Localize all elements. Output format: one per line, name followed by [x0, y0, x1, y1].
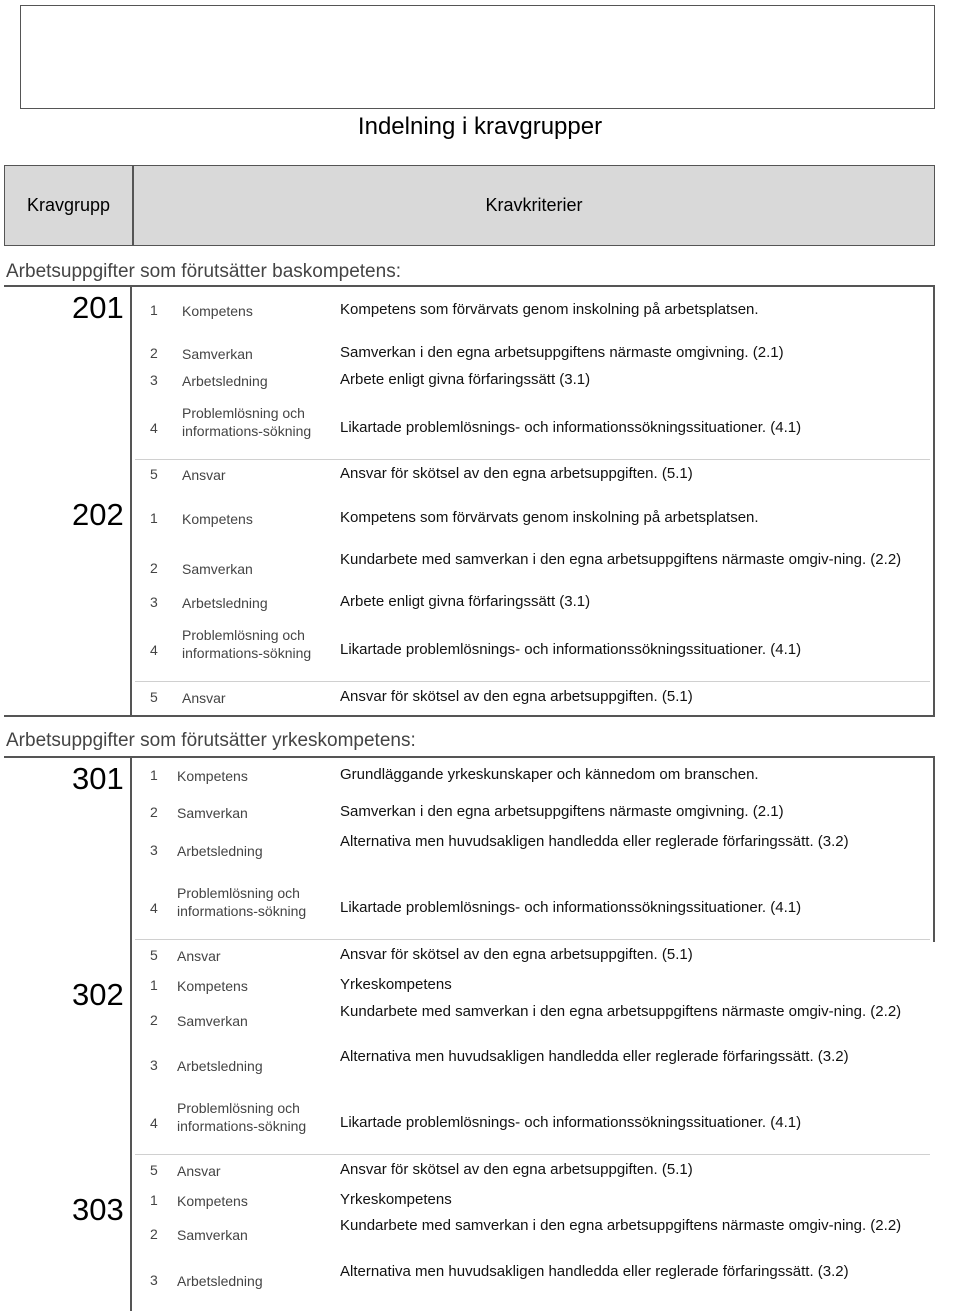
criterion-category: Kompetens [177, 768, 248, 784]
criterion-text: Likartade problemlösnings- och informationssökningssituationer. (4.1) [340, 899, 802, 916]
criterion-category: Ansvar [177, 1163, 221, 1179]
criterion-text: Kompetens som förvärvats genom inskolning på arbetsplatsen. [340, 509, 759, 526]
criterion-category: Problemlösning och informations-sökning [182, 627, 312, 661]
criterion-text: Yrkeskompetens [340, 976, 452, 993]
criterion-number: 3 [150, 1272, 158, 1288]
criterion-text: Ansvar för skötsel av den egna arbetsuppgiften. (5.1) [340, 946, 693, 963]
group-code: 301 [72, 761, 124, 796]
criterion-category: Ansvar [177, 948, 221, 964]
criterion-number: 5 [150, 689, 158, 705]
criterion-category: Samverkan [177, 805, 248, 821]
criterion-number: 4 [150, 1115, 158, 1131]
row-separator [135, 459, 930, 460]
criterion-number: 4 [150, 420, 158, 436]
criterion-category: Arbetsledning [182, 373, 268, 389]
criterion-number: 2 [150, 345, 158, 361]
criterion-text: Kundarbete med samverkan i den egna arbetsuppgiftens närmaste omgiv-ning. (2.2) [340, 551, 902, 568]
header-box [20, 5, 935, 109]
row-separator [135, 1154, 930, 1155]
criterion-number: 3 [150, 842, 158, 858]
criterion-text: Likartade problemlösnings- och informationssökningssituationer. (4.1) [340, 1114, 802, 1131]
criterion-text: Kompetens som förvärvats genom inskolning på arbetsplatsen. [340, 301, 759, 318]
row-separator [135, 681, 930, 682]
criterion-category: Kompetens [182, 303, 253, 319]
criterion-number: 2 [150, 560, 158, 576]
criterion-category: Samverkan [182, 561, 253, 577]
criterion-category: Arbetsledning [177, 843, 263, 859]
criterion-text: Alternativa men huvudsakligen handledda eller reglerade förfaringssätt. (3.2) [340, 1048, 849, 1065]
section-heading-yrkes: Arbetsuppgifter som förutsätter yrkeskompetens: [6, 730, 416, 751]
criterion-category: Samverkan [177, 1013, 248, 1029]
criterion-text: Likartade problemlösnings- och informationssökningssituationer. (4.1) [340, 641, 802, 658]
group-code: 202 [72, 497, 124, 532]
criterion-category: Arbetsledning [177, 1058, 263, 1074]
group-code: 303 [72, 1192, 124, 1227]
criterion-number: 2 [150, 1012, 158, 1028]
criterion-category: Kompetens [177, 978, 248, 994]
section-heading-bas: Arbetsuppgifter som förutsätter baskompetens: [6, 261, 401, 282]
row-separator [135, 939, 930, 940]
criterion-number: 1 [150, 767, 158, 783]
criterion-text: Yrkeskompetens [340, 1191, 452, 1208]
criterion-category: Ansvar [182, 690, 226, 706]
group-code: 302 [72, 977, 124, 1012]
criterion-text: Alternativa men huvudsakligen handledda eller reglerade förfaringssätt. (3.2) [340, 1263, 849, 1280]
criterion-category: Arbetsledning [177, 1273, 263, 1289]
criterion-number: 1 [150, 1192, 158, 1208]
criterion-text: Kundarbete med samverkan i den egna arbetsuppgiftens närmaste omgiv-ning. (2.2) [340, 1217, 902, 1234]
group-divider-yrkes [130, 756, 132, 1311]
criterion-number: 5 [150, 466, 158, 482]
criterion-number: 4 [150, 642, 158, 658]
criterion-category: Kompetens [177, 1193, 248, 1209]
criterion-number: 3 [150, 1057, 158, 1073]
criterion-number: 4 [150, 900, 158, 916]
group-divider-bas [130, 285, 132, 715]
criterion-text: Arbete enligt givna förfaringssätt (3.1) [340, 371, 591, 388]
criterion-number: 1 [150, 510, 158, 526]
criterion-number: 3 [150, 372, 158, 388]
criterion-text: Ansvar för skötsel av den egna arbetsuppgiften. (5.1) [340, 1161, 693, 1178]
header-kravkriterier: Kravkriterier [485, 195, 583, 215]
criterion-text: Alternativa men huvudsakligen handledda eller reglerade förfaringssätt. (3.2) [340, 833, 849, 850]
section-frame-yrkes-top [4, 756, 935, 758]
group-code: 201 [72, 290, 124, 325]
criterion-text: Ansvar för skötsel av den egna arbetsuppgiften. (5.1) [340, 688, 693, 705]
criterion-number: 3 [150, 594, 158, 610]
criterion-category: Problemlösning och informations-sökning [182, 405, 312, 439]
criterion-category: Problemlösning och informations-sökning [177, 885, 307, 919]
criterion-category: Problemlösning och informations-sökning [177, 1100, 307, 1134]
criterion-text: Samverkan i den egna arbetsuppgiftens närmaste omgivning. (2.1) [340, 803, 784, 820]
criterion-number: 5 [150, 947, 158, 963]
criterion-text: Kundarbete med samverkan i den egna arbetsuppgiftens närmaste omgiv-ning. (2.2) [340, 1003, 902, 1020]
criterion-number: 2 [150, 1226, 158, 1242]
table-header [4, 165, 935, 246]
criterion-category: Ansvar [182, 467, 226, 483]
section-frame-yrkes-right [933, 756, 935, 942]
criterion-number: 5 [150, 1162, 158, 1178]
criterion-category: Samverkan [177, 1227, 248, 1243]
criterion-category: Arbetsledning [182, 595, 268, 611]
page-title: Indelning i kravgrupper [357, 113, 603, 140]
criterion-category: Kompetens [182, 511, 253, 527]
criterion-text: Samverkan i den egna arbetsuppgiftens närmaste omgivning. (2.1) [340, 344, 784, 361]
criterion-number: 1 [150, 302, 158, 318]
criterion-number: 1 [150, 977, 158, 993]
criterion-text: Ansvar för skötsel av den egna arbetsuppgiften. (5.1) [340, 465, 693, 482]
criterion-text: Grundläggande yrkeskunskaper och kännedom om branschen. [340, 766, 759, 783]
header-kravgrupp: Kravgrupp [26, 195, 111, 215]
criterion-number: 2 [150, 804, 158, 820]
criterion-text: Likartade problemlösnings- och informationssökningssituationer. (4.1) [340, 419, 802, 436]
criterion-category: Samverkan [182, 346, 253, 362]
criterion-text: Arbete enligt givna förfaringssätt (3.1) [340, 593, 591, 610]
